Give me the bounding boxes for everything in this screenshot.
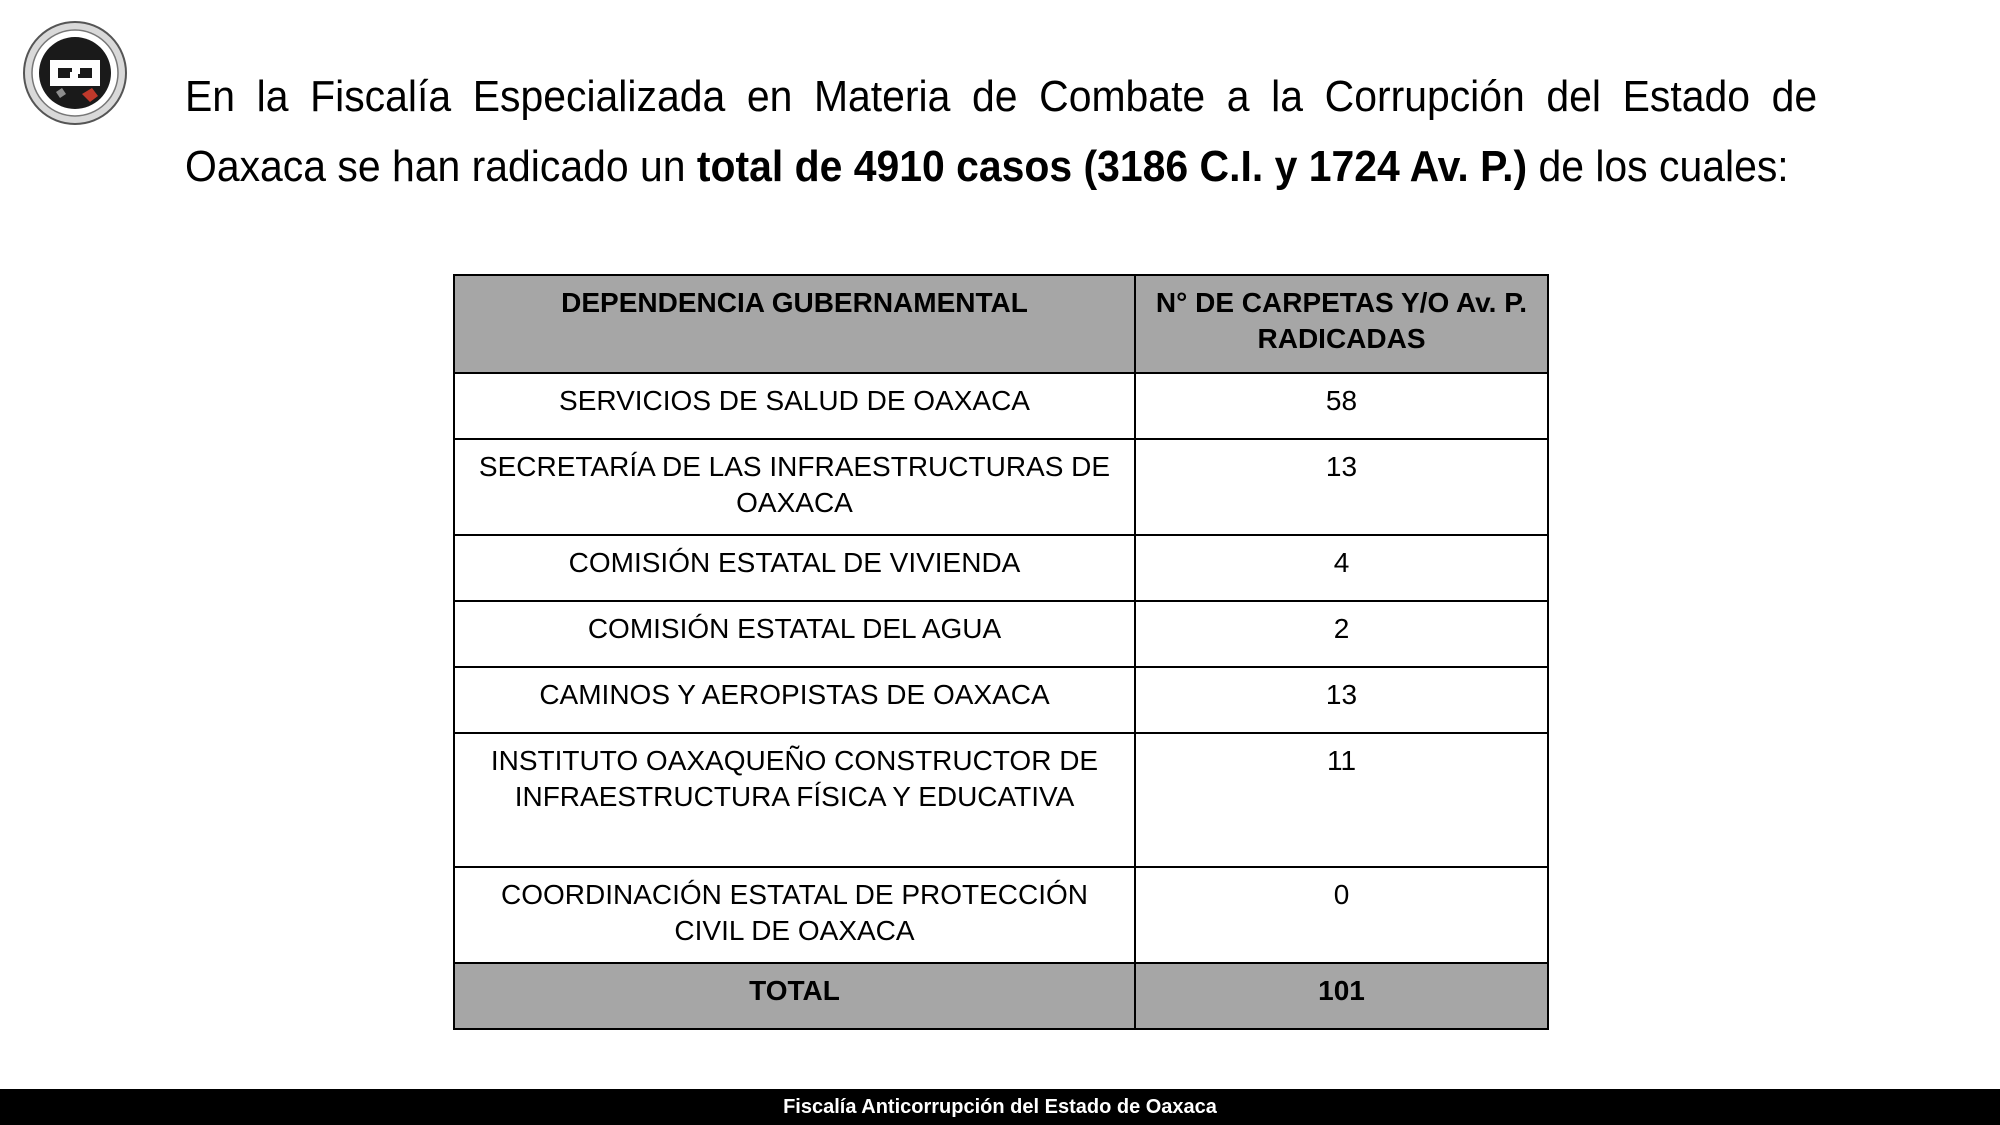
- total-label: TOTAL: [454, 963, 1135, 1029]
- carpetas-cell: 0: [1135, 867, 1548, 963]
- intro-text: En la Fiscalía Especializada en Materia de Combate a la Corrupción del Estado de Oaxaca se han radicado un: [185, 72, 1818, 191]
- footer-text: Fiscalía Anticorrupción del Estado de Oaxaca: [783, 1096, 1217, 1118]
- table-row: [454, 667, 1548, 733]
- carpetas-cell: 11: [1135, 733, 1548, 867]
- table-row: [454, 733, 1548, 867]
- dependencia-cell: COMISIÓN ESTATAL DEL AGUA: [454, 601, 1135, 667]
- carpetas-cell: 58: [1135, 373, 1548, 439]
- dependencia-cell: SECRETARÍA DE LAS INFRAESTRUCTURAS DE OAXACA: [454, 439, 1135, 535]
- footer-bar: [0, 1089, 2000, 1125]
- table-row: [454, 867, 1548, 963]
- table-row: [454, 535, 1548, 601]
- intro-total-highlight: total de 4910 casos (3186 C.I. y 1724 Av. P.): [696, 142, 1528, 191]
- header-dependencia: DEPENDENCIA GUBERNAMENTAL: [454, 275, 1135, 373]
- table-row: [454, 601, 1548, 667]
- header-carpetas: N° DE CARPETAS Y/O Av. P. RADICADAS: [1135, 275, 1548, 373]
- cases-table: [453, 274, 1549, 1030]
- dependencia-cell: CAMINOS Y AEROPISTAS DE OAXACA: [454, 667, 1135, 733]
- table-header-row: [454, 275, 1548, 373]
- dependencia-cell: COORDINACIÓN ESTATAL DE PROTECCIÓN CIVIL DE OAXACA: [454, 867, 1135, 963]
- carpetas-cell: 2: [1135, 601, 1548, 667]
- dependencia-cell: INSTITUTO OAXAQUEÑO CONSTRUCTOR DE INFRAESTRUCTURA FÍSICA Y EDUCATIVA: [454, 733, 1135, 867]
- carpetas-cell: 13: [1135, 439, 1548, 535]
- fiscalia-seal-logo: [22, 20, 128, 126]
- table-row: [454, 373, 1548, 439]
- table-row: [454, 439, 1548, 535]
- dependencia-cell: SERVICIOS DE SALUD DE OAXACA: [454, 373, 1135, 439]
- table-total-row: [454, 963, 1548, 1029]
- seal-icon: [22, 20, 128, 126]
- intro-paragraph: [185, 62, 1817, 202]
- dependencia-cell: COMISIÓN ESTATAL DE VIVIENDA: [454, 535, 1135, 601]
- intro-text-end: de los cuales:: [1527, 142, 1789, 191]
- total-value: 101: [1135, 963, 1548, 1029]
- carpetas-cell: 13: [1135, 667, 1548, 733]
- carpetas-cell: 4: [1135, 535, 1548, 601]
